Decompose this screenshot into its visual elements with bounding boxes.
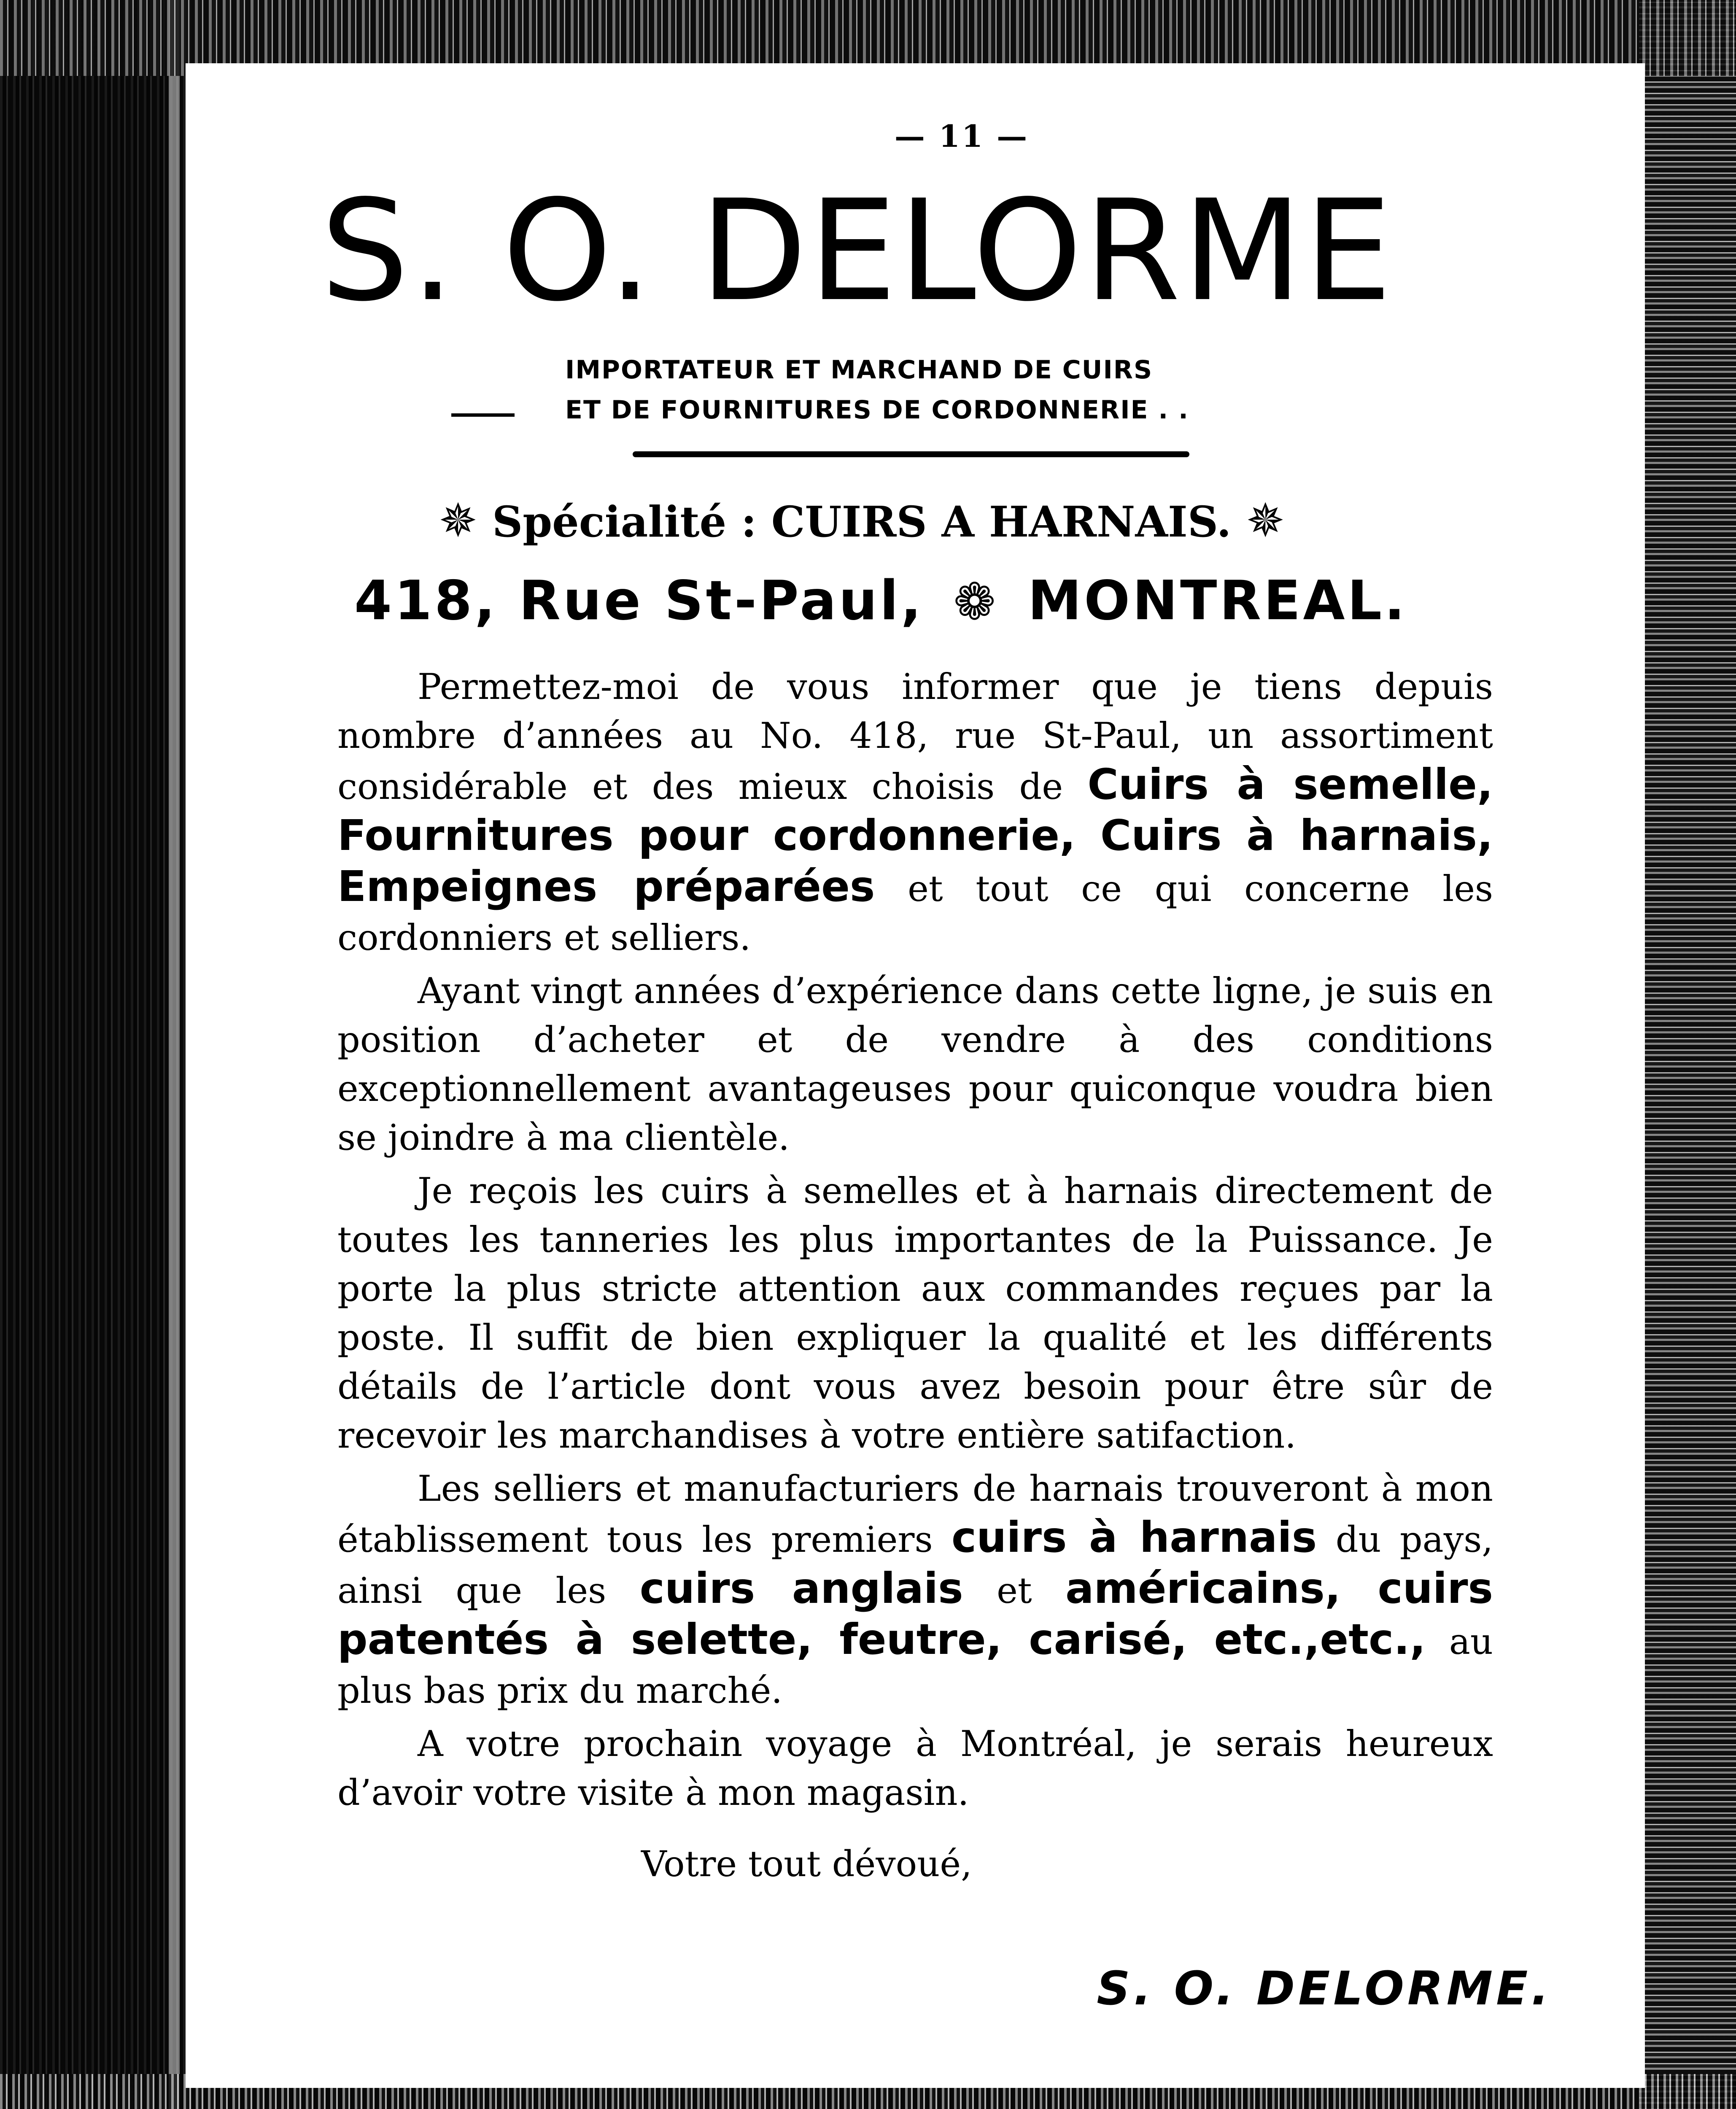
subtitle-line-2: ET DE FOURNITURES DE CORDONNERIE . . [565, 395, 1189, 425]
subtitle-line-1: IMPORTATEUR ET MARCHAND DE CUIRS [565, 355, 1153, 385]
paragraph-3: Je reçois les cuirs à semelles et à harnais directement de toutes les tanneries les plus importantes de la Puissance. Je porte la plus stricte attention aux commandes reçues par la poste. Il suffit de bien expliquer la qualité et les différents détails de l’article dont vous avez besoin pour être sûr de recevoir les marchandises à votre entière satifaction. [337, 1170, 1493, 1456]
paragraph-4-highlight-b: cuirs à harnais [951, 1513, 1317, 1562]
firm-subtitle [565, 350, 1577, 430]
paragraph-4-text-e: et [997, 1570, 1032, 1611]
paragraph-4-text-g: au plus bas prix du marché. [337, 1621, 1493, 1711]
address-street: 418, Rue St-Paul, [354, 569, 924, 632]
paragraph-2: Ayant vingt années d’expérience dans cette ligne, je suis en position d’acheter et de vendre à des conditions exceptionnellement avantageuses pour quiconque voudra bien se joindre à ma clientèle. [337, 970, 1493, 1158]
signature: S. O. DELORME. [1097, 1961, 1552, 2015]
document-page [186, 63, 1645, 2088]
scan-noise-right [1639, 0, 1736, 2109]
address-line [354, 569, 1620, 632]
paragraph-4-text-c: du pays, ainsi que les [337, 1519, 1493, 1611]
paragraph-1-highlight: Cuirs à semelle, Fournitures pour cordonnerie, Cuirs à harnais, Empeignes préparées [337, 760, 1493, 911]
page-number: — 11 — [894, 118, 1029, 154]
closing-salutation: Votre tout dévoué, [641, 1843, 972, 1885]
paragraph-4 [337, 1464, 1493, 1715]
specialty-line [439, 494, 1577, 547]
star-left-icon: ✵ [439, 494, 478, 547]
address-city: MONTREAL. [1027, 569, 1407, 632]
letter-body [337, 662, 1493, 1821]
specialty-text: Spécialité : CUIRS A HARNAIS. [492, 497, 1232, 547]
subtitle-underline [451, 413, 515, 417]
paragraph-4-highlight-f: américains, cuirs patentés à selette, feutre, carisé, etc.,etc., [337, 1564, 1493, 1664]
header-divider [633, 451, 1189, 457]
flower-separator-icon: ❁ [953, 573, 998, 631]
paragraph-5: A votre prochain voyage à Montréal, je serais heureux d’avoir votre visite à mon magasin. [337, 1723, 1493, 1813]
paragraph-1 [337, 662, 1493, 962]
star-right-icon: ✵ [1246, 494, 1285, 547]
paragraph-1-text-a: Permettez-moi de vous informer que je tiens depuis nombre d’années au No. 418, rue St-Paul, un assortiment considérable et des mieux choisis de [337, 666, 1493, 807]
paragraph-4-highlight-d: cuirs anglais [639, 1564, 963, 1613]
paragraph-1-text-c: et tout ce qui concerne les cordonniers et selliers. [337, 868, 1493, 958]
firm-name: S. O. DELORME [321, 170, 1394, 332]
paragraph-4-text-a: Les selliers et manufacturiers de harnais trouveront à mon établissement tous les premiers [337, 1468, 1493, 1560]
scan-rule-left [169, 0, 180, 2109]
